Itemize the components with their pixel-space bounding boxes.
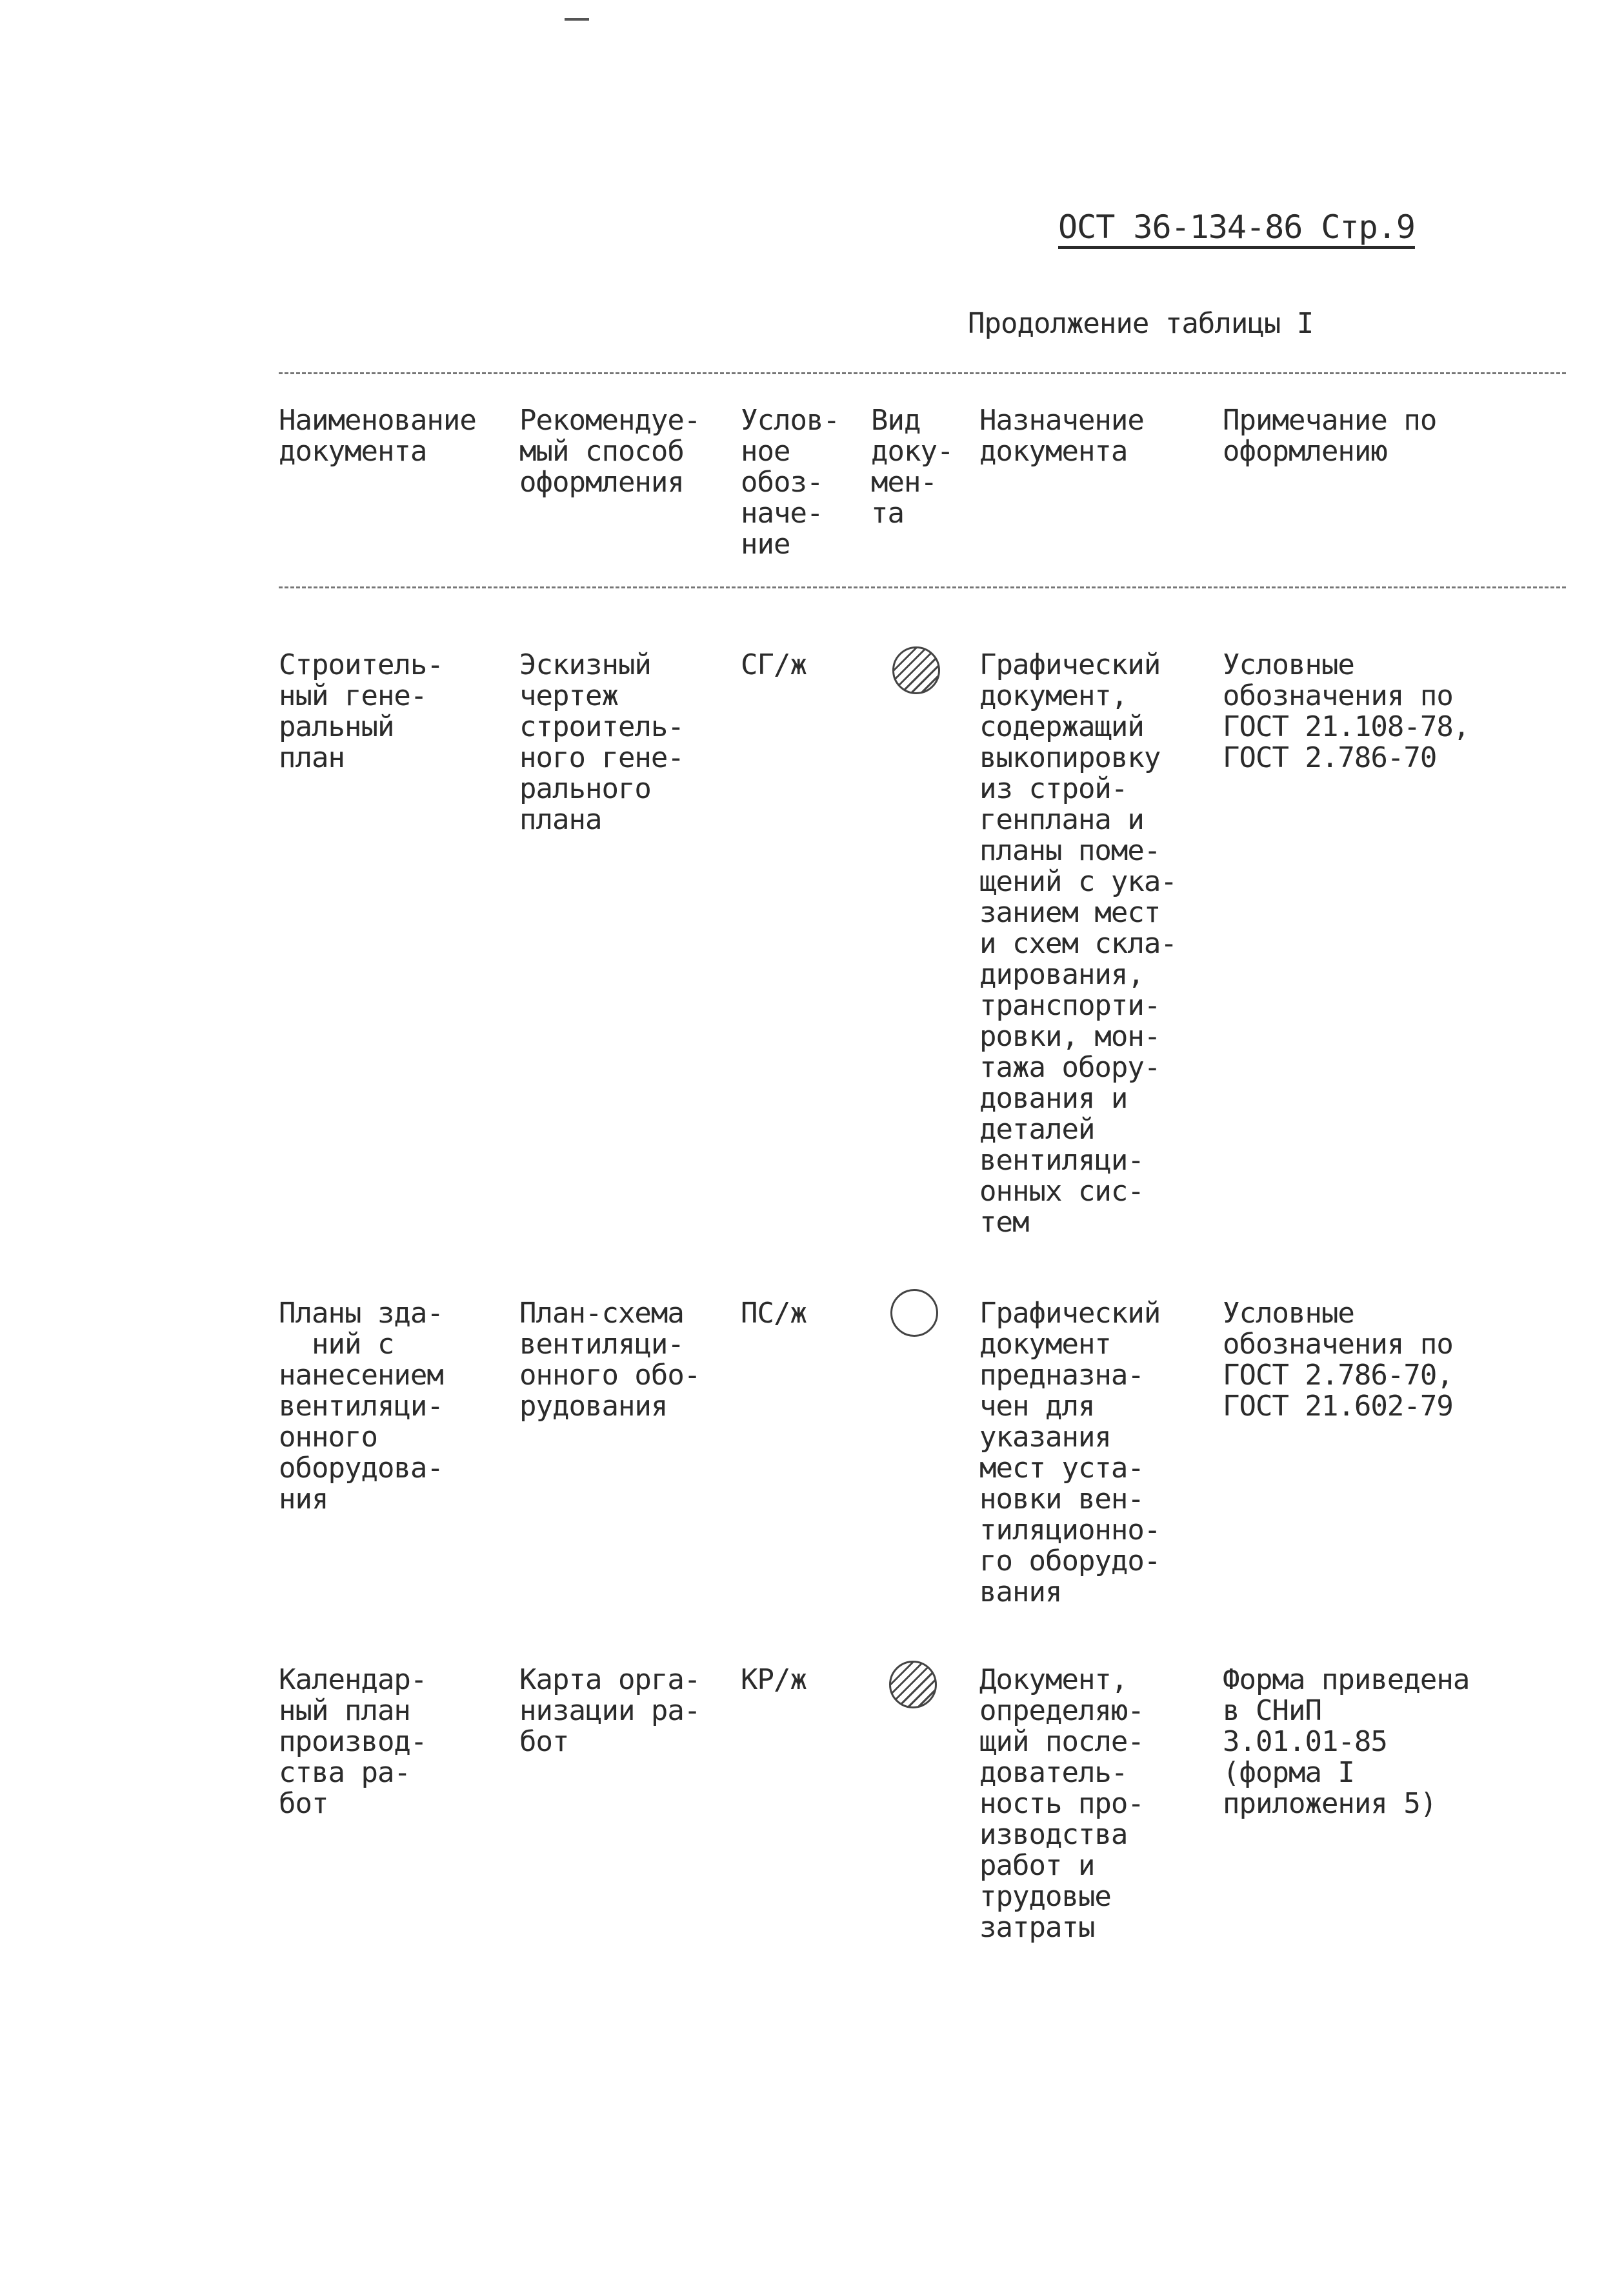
table-header-rule [279, 586, 1566, 588]
row2-purpose: Графический документ предназна- чен для указания мест уста- новки вен- тиляционно- го оборудо- вания [979, 1297, 1161, 1608]
page-header: ОСТ 36-134-86 Стр.9 [1058, 208, 1415, 246]
row3-note: Форма приведена в СНиП 3.01.01-85 (форма I приложения 5) [1223, 1663, 1470, 1820]
row1-purpose: Графический документ, содержащий выкопировку из строй- генплана и планы поме- щений с ука- занием мест и схем скла- дирования, транспорти- ровки, мон- тажа обору- дования и деталей вентиляци- онных сис- тем [979, 648, 1177, 1239]
header-designation: Услов- ное обоз- наче- ние [741, 404, 839, 561]
table-top-rule [279, 372, 1566, 374]
hatched-circle-icon [892, 646, 940, 694]
top-dash-mark [565, 18, 589, 21]
row3-code: КР/ж [741, 1663, 807, 1696]
header-document-type: Вид доку- мен- та [871, 404, 954, 530]
header-recommended-method: Рекомендуе- мый способ оформления [519, 404, 701, 499]
row3-purpose: Документ, определяю- щий после- дователь- ность про- изводства работ и трудовые затраты [979, 1663, 1144, 1944]
header-purpose: Назначение документа [979, 404, 1144, 468]
hatched-circle-icon [889, 1661, 937, 1708]
header-note: Примечание по оформлению [1223, 404, 1437, 468]
table-continuation-title: Продолжение таблицы I [968, 307, 1314, 340]
row3-name: Календар- ный план производ- ства ра- бот [279, 1663, 427, 1820]
row2-code: ПС/ж [741, 1297, 807, 1330]
row1-name: Строитель- ный гене- ральный план [279, 648, 443, 774]
row1-method: Эскизный чертеж строитель- ного гене- рального плана [519, 648, 684, 836]
row2-note: Условные обозначения по ГОСТ 2.786-70, ГОСТ 21.602-79 [1223, 1297, 1453, 1423]
row2-name: Планы зда- ний с нанесением вентиляци- онного оборудова- ния [279, 1297, 443, 1516]
header-document-name: Наименование документа [279, 404, 476, 468]
open-circle-icon [890, 1289, 938, 1337]
row1-code: СГ/ж [741, 648, 807, 681]
row1-note: Условные обозначения по ГОСТ 21.108-78, ГОСТ 2.786-70 [1223, 648, 1470, 774]
row2-method: План-схема вентиляци- онного обо- рудования [519, 1297, 701, 1423]
row3-method: Карта орга- низации ра- бот [519, 1663, 701, 1758]
